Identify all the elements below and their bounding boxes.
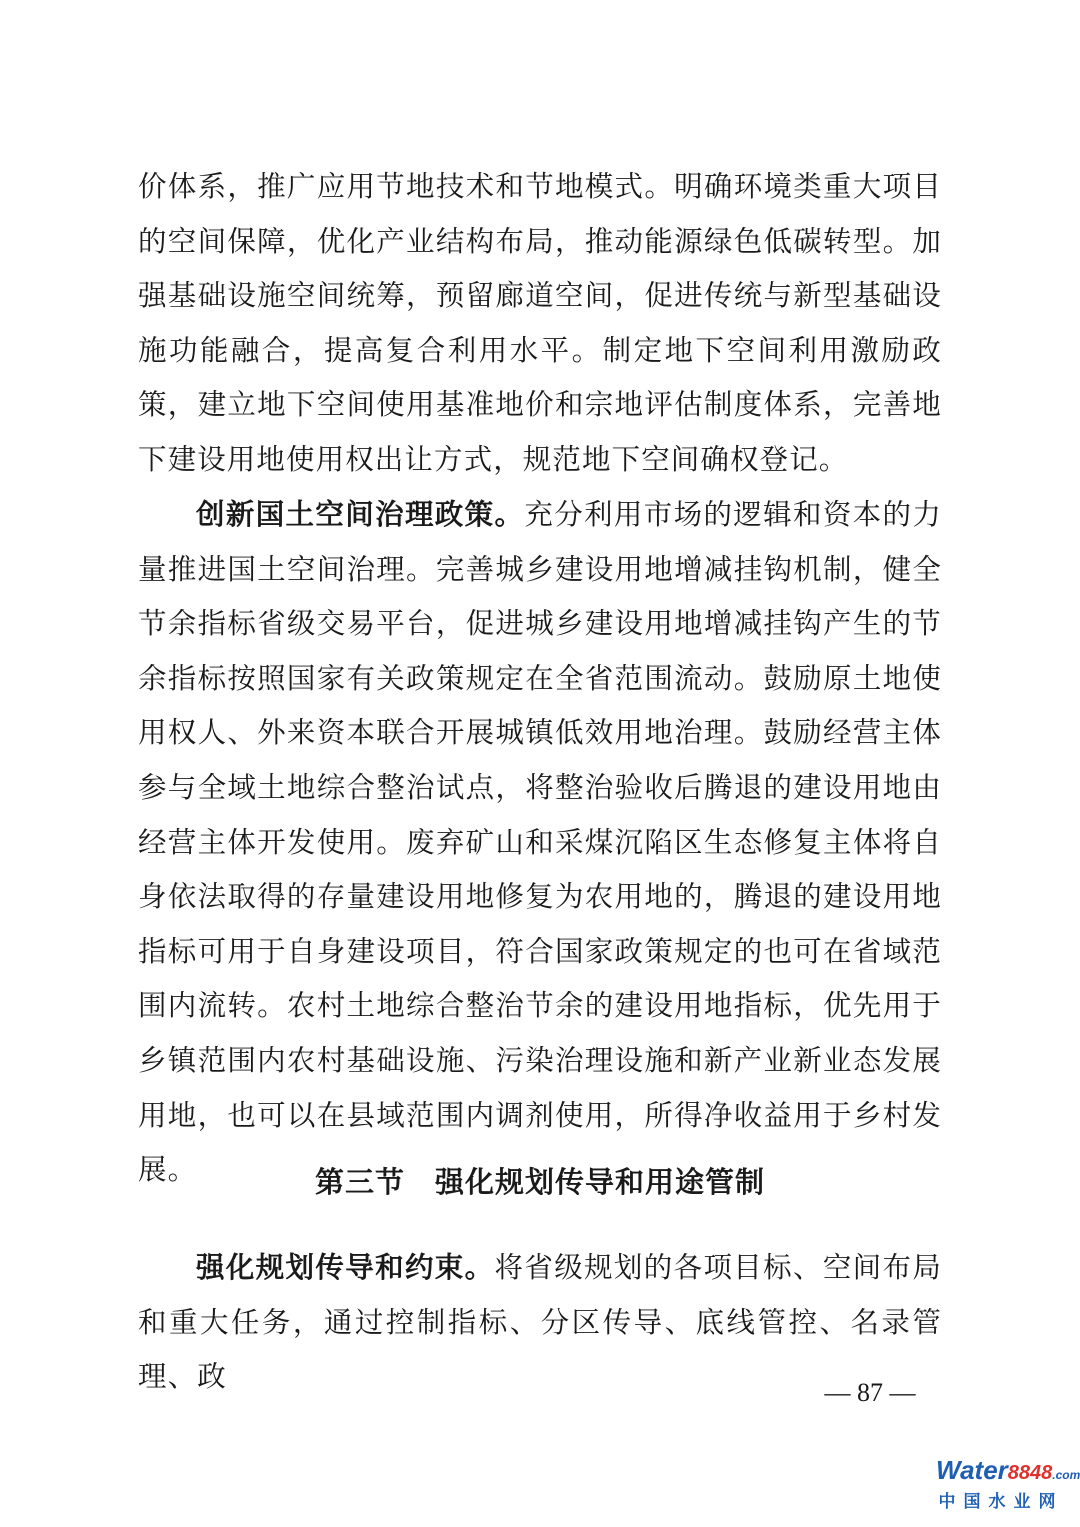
- paragraph-governance-policy: [138, 488, 942, 1198]
- watermark-logo: [936, 1455, 1080, 1519]
- paragraph-land-saving: [138, 160, 942, 488]
- paragraph-lead: 强化规划传导和约束。: [196, 1251, 495, 1284]
- paragraph-text: 充分利用市场的逻辑和资本的力量推进国土空间治理。完善城乡建设用地增减挂钩机制，健全节余指标省级交易平台，促进城乡建设用地增减挂钩产生的节余指标按照国家有关政策规定在全省范围流动。鼓励原土地使用权人、外来资本联合开展城镇低效用地治理。鼓励经营主体参与全域土地综合整治试点，将整治验收后腾退的建设用地由经营主体开发使用。废弃矿山和采煤沉陷区生态修复主体将自身依法取得的存量建设用地修复为农用地的，腾退的建设用地指标可用于自身建设项目，符合国家政策规定的也可在省域范围内流转。农村土地综合整治节余的建设用地指标，优先用于乡镇范围内农村基础设施、污染治理设施和新产业新业态发展用地，也可以在县域范围内调剂使用，所得净收益用于乡村发展。: [138, 498, 942, 1187]
- paragraph-text: 将省级规划的各项目标、空间布局和重大任务，通过控制指标、分区传导、底线管控、名录管理、政: [138, 1251, 942, 1394]
- watermark-subtitle: 中国水业网: [938, 1492, 1064, 1512]
- paragraph-text: 价体系，推广应用节地技术和节地模式。明确环境类重大项目的空间保障，优化产业结构布局，推动能源绿色低碳转型。加强基础设施空间统筹，预留廊道空间，促进传统与新型基础设施功能融合，提高复合利用水平。制定地下空间利用激励政策，建立地下空间使用基准地价和宗地评估制度体系，完善地下建设用地使用权出让方式，规范地下空间确权登记。: [138, 170, 942, 476]
- watermark-logo-text: Water8848.com: [936, 1455, 1080, 1485]
- section-heading: 第三节 强化规划传导和用途管制: [314, 1165, 765, 1199]
- page-number: — 87 —: [824, 1378, 916, 1407]
- paragraph-lead: 创新国土空间治理政策。: [196, 498, 525, 531]
